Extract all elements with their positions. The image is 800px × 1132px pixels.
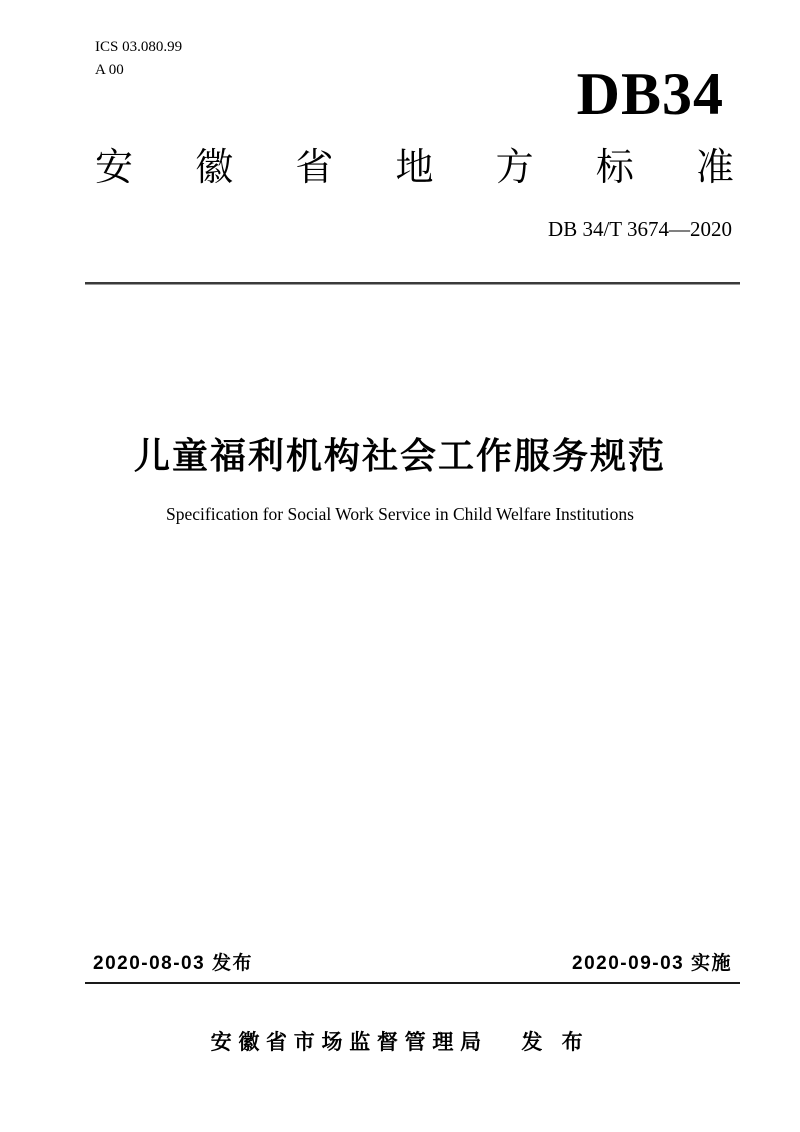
ics-code: ICS 03.080.99: [95, 39, 183, 55]
document-number: DB 34/T 3674—2020: [548, 217, 732, 241]
publish-label: 发 布: [521, 1031, 590, 1054]
publisher-row: [0, 1026, 800, 1056]
implement-date: 2020-09-03 实施: [572, 953, 732, 974]
publisher-name: 安徽省市场监督管理局: [210, 1031, 488, 1054]
dates-row: [85, 948, 740, 984]
standard-name-heading: 安 徽 省 地 方 标 准: [95, 147, 734, 189]
issue-date: 2020-08-03 发布: [93, 953, 253, 974]
doc-class-code: A 00: [95, 62, 124, 79]
header-divider-rule: [85, 282, 740, 285]
ics-classification-block: [95, 36, 182, 83]
document-title-chinese: 儿童福利机构社会工作服务规范: [133, 435, 666, 476]
db34-logo: DB34: [576, 61, 724, 127]
document-title-english: Specification for Social Work Service in Child Welfare Institutions: [166, 504, 634, 524]
